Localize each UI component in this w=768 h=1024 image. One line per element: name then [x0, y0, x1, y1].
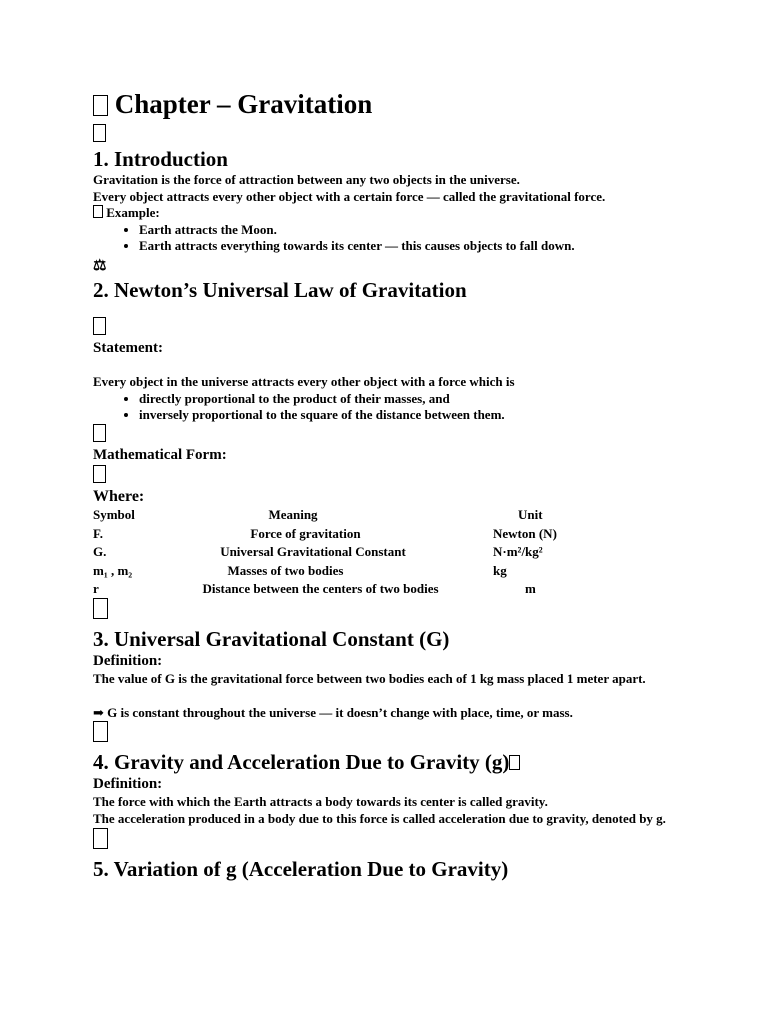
table-row: r Distance between the centers of two bodies m — [93, 581, 536, 596]
header-meaning: Meaning — [268, 507, 318, 522]
missing-glyph-icon — [93, 598, 108, 619]
missing-glyph-icon — [93, 124, 106, 142]
example-list — [93, 222, 693, 255]
missing-glyph-icon — [93, 828, 108, 849]
header-symbol: Symbol — [93, 507, 135, 522]
statement-text: Every object in the universe attracts every other object with a force which is — [93, 373, 515, 389]
intro-paragraph-1: Gravitation is the force of attraction between any two objects in the universe. — [93, 172, 520, 187]
section-heading-gravity: 4. Gravity and Acceleration Due to Gravity (g) — [93, 749, 693, 775]
table-row: F. Force of gravitation Newton (N) — [93, 525, 557, 541]
example-label: Example: — [93, 205, 693, 222]
header-unit: Unit — [518, 507, 543, 522]
section-heading-variation: 5. Variation of g (Acceleration Due to Gravity) — [93, 856, 509, 881]
symbol-table — [93, 506, 623, 599]
gravity-text-1: The force with which the Earth attracts a body towards its center is called gravity. — [93, 794, 548, 810]
missing-glyph-icon — [93, 424, 106, 442]
section-heading-newton: 2. Newton’s Universal Law of Gravitation — [93, 277, 467, 302]
missing-glyph-icon — [93, 205, 103, 218]
constant-note: ➡ G is constant throughout the universe — it doesn’t change with place, time, or mass. — [93, 704, 573, 720]
missing-glyph-icon — [509, 755, 520, 770]
list-item: • directly proportional to the product of their masses, and — [139, 391, 693, 408]
missing-glyph-icon — [93, 317, 106, 335]
document-page — [93, 84, 693, 882]
intro-paragraph-2: Every object attracts every other object with a certain force — called the gravitational force. — [93, 188, 606, 204]
section-heading-introduction: 1. Introduction — [93, 147, 228, 171]
table-row: G. Universal Gravitational Constant N·m²/kg² — [93, 544, 543, 559]
chapter-title: Chapter – Gravitation — [93, 84, 693, 124]
list-item: • Earth attracts the Moon. — [139, 222, 693, 239]
list-item: • Earth attracts everything towards its center — this causes objects to fall down. — [139, 238, 693, 255]
table-row: m₁ , m₂ Masses of two bodies kg — [93, 562, 507, 578]
where-label: Where: — [93, 487, 145, 505]
missing-glyph-icon — [93, 465, 106, 483]
missing-glyph-icon — [93, 95, 108, 116]
definition-label: Definition: — [93, 776, 163, 793]
definition-label: Definition: — [93, 653, 163, 670]
statement-label: Statement: — [93, 339, 163, 356]
scales-icon: ⚖ — [93, 257, 107, 274]
table-header-row — [93, 506, 623, 525]
missing-glyph-icon — [93, 721, 108, 742]
section-heading-constant: 3. Universal Gravitational Constant (G) — [93, 627, 450, 652]
statement-list — [93, 391, 693, 424]
definition-text: The value of G is the gravitational force between two bodies each of 1 kg mass placed 1 meter apart. — [93, 671, 646, 687]
gravity-text-2: The acceleration produced in a body due to this force is called acceleration due to gravity, denoted by g. — [93, 811, 666, 827]
list-item: • inversely proportional to the square of the distance between them. — [139, 407, 693, 424]
math-form-label: Mathematical Form: — [93, 446, 227, 463]
